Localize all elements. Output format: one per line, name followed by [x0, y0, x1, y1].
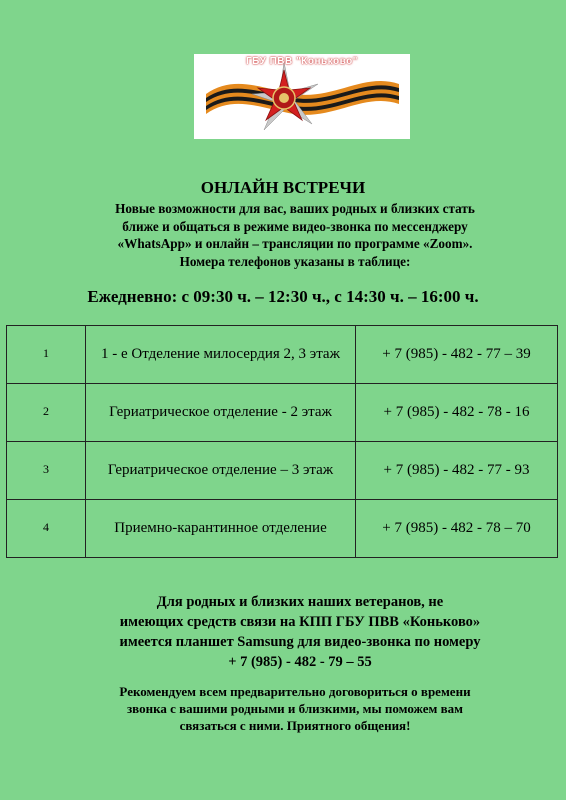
- header-banner-image: [194, 54, 410, 139]
- table-row: [7, 442, 558, 500]
- table-row: [7, 500, 558, 558]
- department-name: 1 - е Отделение милосердия 2, 3 этаж: [86, 326, 356, 384]
- footer-line: имеется планшет Samsung для видео-звонка по номеру: [119, 634, 481, 650]
- intro-line: Номера телефонов указаны в таблице:: [179, 253, 411, 269]
- row-number: 2: [7, 384, 86, 442]
- table-row: [7, 384, 558, 442]
- phone-number: + 7 (985) - 482 - 78 – 70: [356, 500, 558, 558]
- phone-table: [6, 325, 558, 558]
- footer-line: + 7 (985) - 482 - 79 – 55: [228, 654, 372, 670]
- advice-line: звонка с вашими родными и близкими, мы поможем вам: [126, 701, 464, 716]
- phone-number: + 7 (985) - 482 - 77 - 93: [356, 442, 558, 500]
- advice-text: [80, 683, 510, 734]
- phone-number: + 7 (985) - 482 - 77 – 39: [356, 326, 558, 384]
- intro-line: Новые возможности для вас, ваших родных и близких стать: [115, 201, 475, 216]
- row-number: 3: [7, 442, 86, 500]
- schedule-text: Ежедневно: с 09:30 ч. – 12:30 ч., с 14:30 ч. – 16:00 ч.: [87, 287, 479, 306]
- department-name: Гериатрическое отделение - 2 этаж: [86, 384, 356, 442]
- footer-line: Для родных и близких наших ветеранов, не: [156, 594, 444, 610]
- intro-text: [70, 200, 520, 270]
- advice-line: Рекомендуем всем предварительно договориться о времени: [119, 684, 471, 699]
- department-name: Гериатрическое отделение – 3 этаж: [86, 442, 356, 500]
- banner-title: ГБУ ПВВ "Коньково": [245, 56, 358, 67]
- department-name: Приемно-карантинное отделение: [86, 500, 356, 558]
- row-number: 4: [7, 500, 86, 558]
- intro-line: «WhatsApp» и онлайн – трансляции по программе «Zoom».: [117, 236, 473, 251]
- footer-line: имеющих средств связи на КПП ГБУ ПВВ «Коньково»: [119, 614, 481, 630]
- row-number: 1: [7, 326, 86, 384]
- phone-number: + 7 (985) - 482 - 78 - 16: [356, 384, 558, 442]
- table-row: [7, 326, 558, 384]
- advice-line: связаться с ними. Приятного общения!: [179, 718, 411, 733]
- page-title: ОНЛАЙН ВСТРЕЧИ: [200, 178, 366, 197]
- footer-text: [90, 592, 510, 672]
- intro-line: ближе и общаться в режиме видео-звонка по мессенджеру: [122, 218, 468, 234]
